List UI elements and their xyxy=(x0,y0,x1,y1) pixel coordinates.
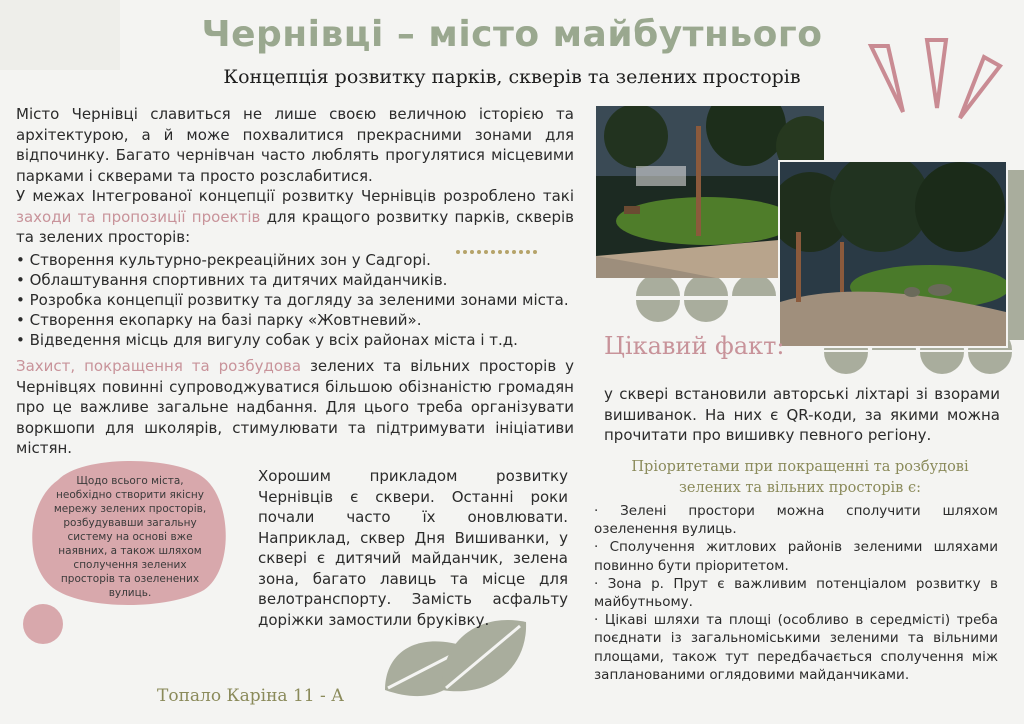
priorities-title-line: Пріоритетами при покращенні та розбудові xyxy=(631,459,969,475)
concept-text-before: У межах Інтегрованої концепції розвитку Чернівців розроблено такі xyxy=(16,187,574,205)
bubble-text: Щодо всього міста, необхідно створити якісну мережу зелених просторів, розбудувавши загальну систему на основі вже наявних, а також шляхом сполучення зелених просторів та озеленених вулиць. xyxy=(53,475,207,599)
priorities-list xyxy=(594,502,998,684)
example-paragraph: Хорошим прикладом розвитку Чернівців є сквери. Останні роки почали часто їх оновлювати. Наприклад, сквер Дня Вишиванки, у сквері є дитячий майданчик, зелена зона, багато лавиць та місце для велотранспорту. Замість асфальту доріжки замостили бруківку. xyxy=(258,467,568,629)
priorities-title xyxy=(596,457,1004,499)
list-item: · Зона р. Прут є важливим потенціалом розвитку в майбутньому. xyxy=(594,575,998,611)
concept-paragraph xyxy=(16,186,574,248)
intro-paragraph: Місто Чернівці славиться не лише своєю величною історією та архітектурою, а й може похвалитися прекрасними зонами для відпочинку. Багато чернівчан часто люблять прогулятися місцевими парками і скверами та просто розслабитися. xyxy=(16,105,574,185)
list-item: • Створення культурно-рекреаційних зон у Садгорі. xyxy=(16,250,576,270)
list-item: · Зелені простори можна сполучити шляхом озеленення вулиць. xyxy=(594,502,998,538)
list-item: · Цікаві шляхи та площі (особливо в середмісті) треба поєднати із загальноміськими зеленими та вільними площами, також тут передбачається сполучення між запланованими оглядовими майданчиками. xyxy=(594,611,998,684)
dotted-divider xyxy=(455,248,540,256)
protection-highlight: Захист, покращення та розбудова xyxy=(16,357,302,375)
list-item: • Розробка концепції розвитку та догляду за зеленими зонами міста. xyxy=(16,290,576,310)
fact-text: у сквері встановили авторські ліхтарі зі взорами вишиванок. На них є QR-коди, за якими можна прочитати про вишивку певного регіону. xyxy=(604,385,1000,444)
list-item: • Створення екопарку на базі парку «Жовтневий». xyxy=(16,310,576,330)
priorities-title-line: зелених та вільних просторів є: xyxy=(679,480,921,496)
list-item: · Сполучення житлових районів зеленими шляхами повинно бути пріоритетом. xyxy=(594,538,998,574)
park-photo-2 xyxy=(778,160,1008,348)
fact-title: Цікавий факт: xyxy=(604,332,785,360)
concept-text-after: для кращого розвитку парків, скверів та зелених просторів: xyxy=(16,207,574,246)
leaves-decor xyxy=(385,620,526,696)
author-signature: Топало Каріна 11 - А xyxy=(157,686,345,706)
list-item: • Облаштування спортивних та дитячих майданчиків. xyxy=(16,270,576,290)
protection-paragraph xyxy=(16,356,574,459)
concept-highlight: заходи та пропозиції проектів xyxy=(16,207,261,226)
small-pink-circle xyxy=(23,604,63,644)
protection-text: зелених та вільних просторів у Чернівцях повинні супроводжуватися більшою обізнаністю громадян про це важливе загальне надбання. Для цього треба організувати воркшопи для школярів, стимулювати та підтримувати ініціативи містян. xyxy=(16,357,574,457)
list-item: • Відведення місць для вигулу собак у всіх районах міста і т.д. xyxy=(16,330,576,350)
page-subtitle: Концепція розвитку парків, скверів та зелених просторів xyxy=(223,66,801,88)
measures-list xyxy=(16,250,576,350)
page-title: Чернівці – місто майбутнього xyxy=(201,14,823,55)
